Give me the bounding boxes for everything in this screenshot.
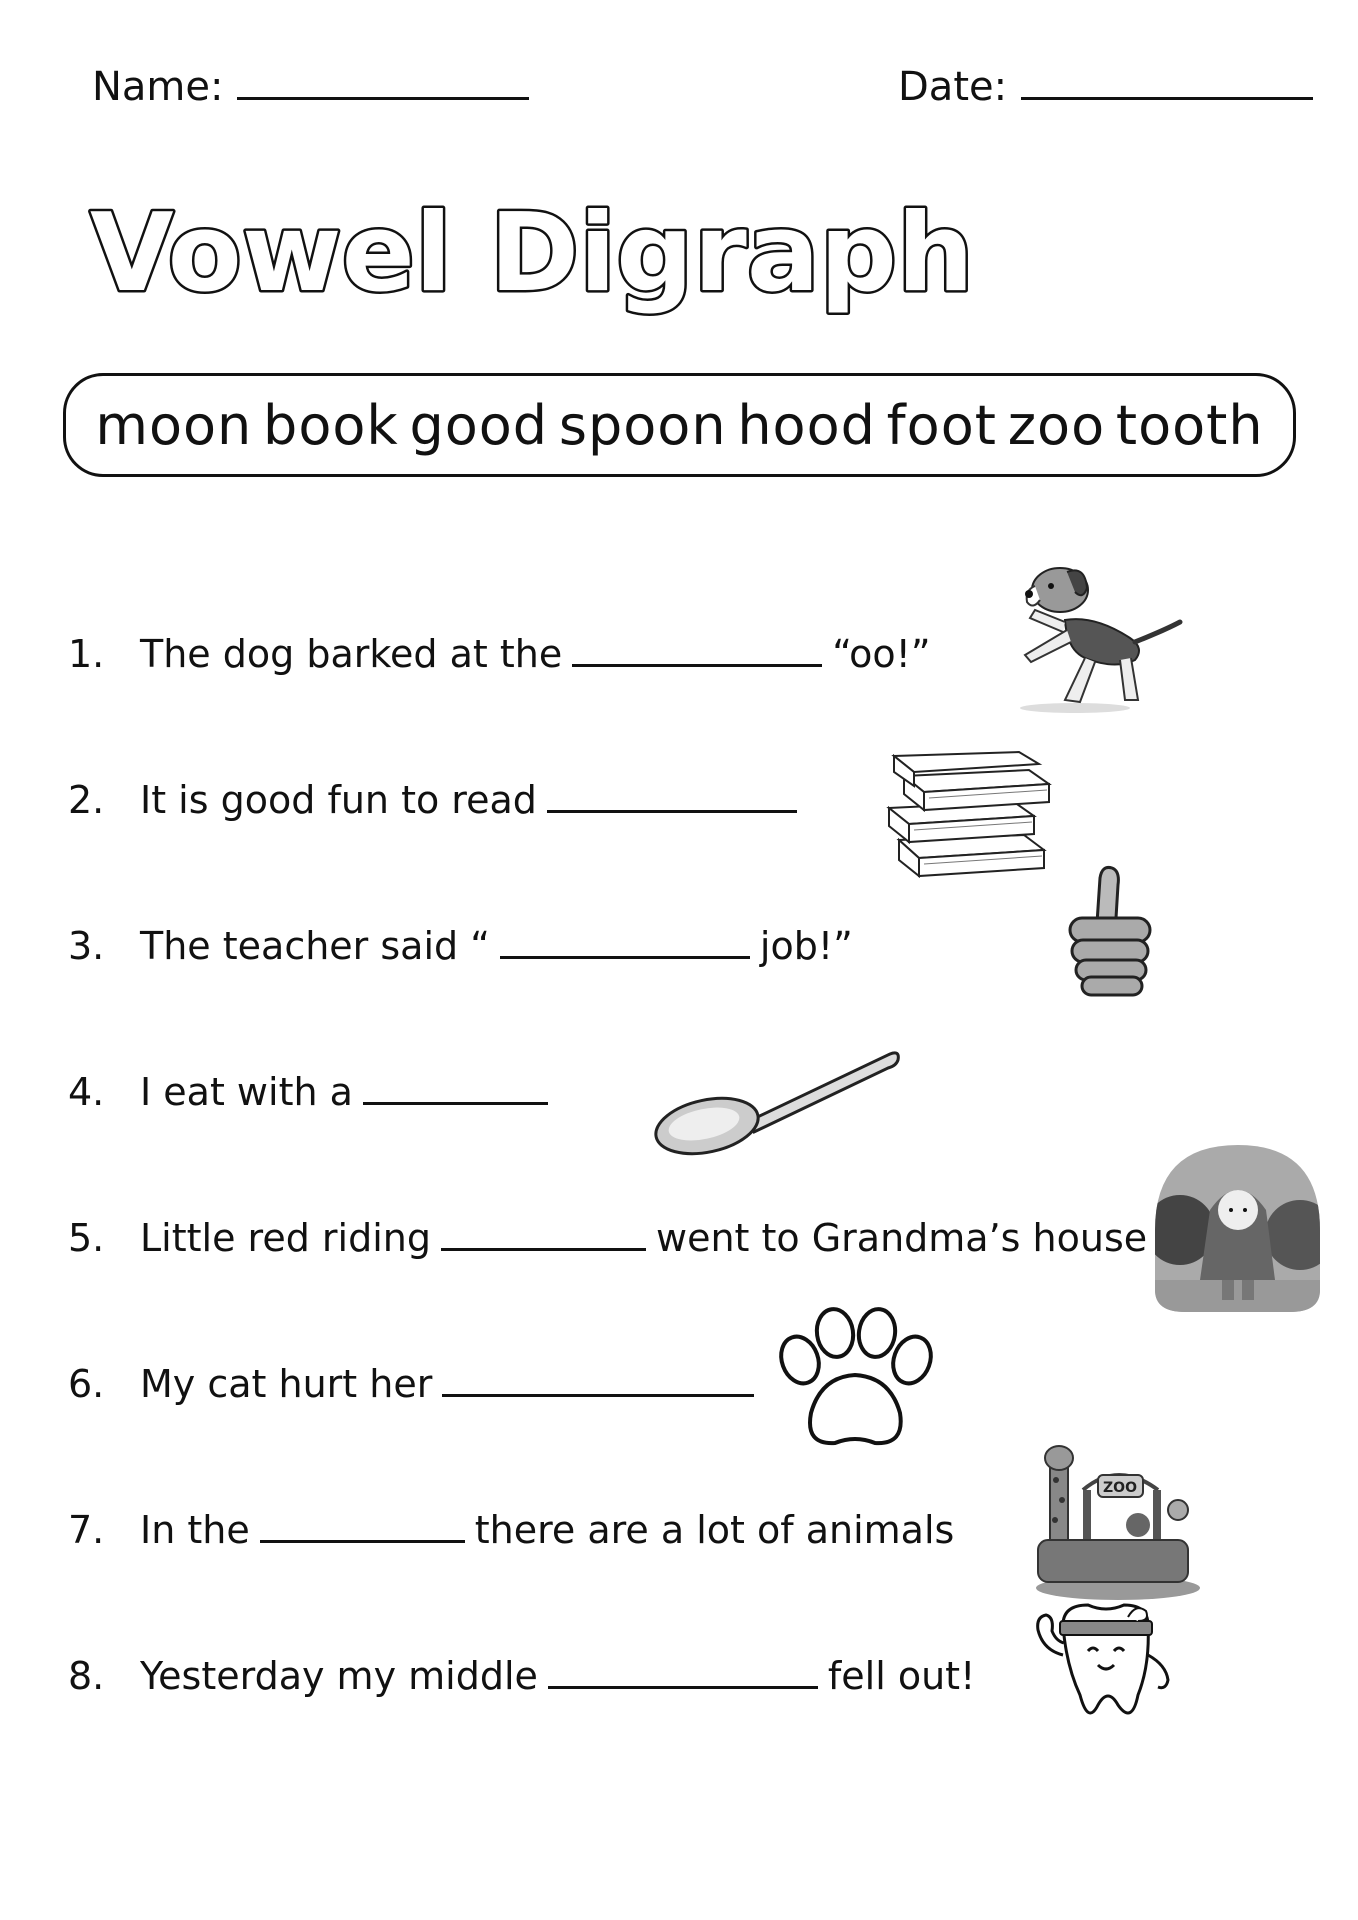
question-1 <box>68 632 931 676</box>
paw-icon <box>775 1305 935 1459</box>
answer-blank[interactable] <box>363 1101 548 1105</box>
question-2 <box>68 778 807 822</box>
title-text: Vowel Digraph <box>90 191 974 316</box>
question-text-before: It is good fun to read <box>140 778 537 822</box>
question-text-after: job!” <box>759 924 853 968</box>
word-bank-item: tooth <box>1115 393 1264 457</box>
question-text-before: Yesterday my middle <box>140 1654 538 1698</box>
question-number: 6. <box>68 1362 105 1406</box>
answer-blank[interactable] <box>442 1393 754 1397</box>
word-bank-item: hood <box>737 393 876 457</box>
name-field <box>92 64 529 110</box>
answer-blank[interactable] <box>548 1685 818 1689</box>
date-line[interactable] <box>1021 96 1313 100</box>
zoo-sign-text: ZOO <box>1103 1480 1137 1496</box>
answer-blank[interactable] <box>500 955 750 959</box>
worksheet-title <box>80 160 974 360</box>
question-number: 4. <box>68 1070 105 1114</box>
spoon-icon <box>652 1040 902 1159</box>
dog-icon <box>1005 560 1185 719</box>
question-4 <box>68 1070 558 1114</box>
question-number: 1. <box>68 632 105 676</box>
answer-blank[interactable] <box>572 663 822 667</box>
red-riding-hood-icon <box>1150 1140 1325 1319</box>
word-bank-item: good <box>409 393 549 457</box>
question-text-after: fell out! <box>827 1654 976 1698</box>
question-text-before: Little red riding <box>140 1216 431 1260</box>
date-label: Date: <box>898 64 1008 110</box>
question-6 <box>68 1362 764 1406</box>
question-number: 2. <box>68 778 105 822</box>
word-bank-item: spoon <box>558 393 727 457</box>
date-field <box>898 64 1313 110</box>
question-number: 8. <box>68 1654 105 1698</box>
question-text-after: there are a lot of animals <box>474 1508 955 1552</box>
question-8 <box>68 1654 975 1698</box>
question-text-after: went to Grandma’s house <box>655 1216 1148 1260</box>
question-5 <box>68 1216 1147 1260</box>
name-line[interactable] <box>237 96 529 100</box>
thumbs-up-icon <box>1062 863 1162 1002</box>
word-bank-item: foot <box>886 393 997 457</box>
question-text-before: I eat with a <box>140 1070 353 1114</box>
books-icon <box>884 750 1059 884</box>
tooth-icon <box>1018 1595 1193 1734</box>
question-text-before: The teacher said “ <box>140 924 490 968</box>
question-number: 5. <box>68 1216 105 1260</box>
question-number: 3. <box>68 924 105 968</box>
question-text-after: “oo!” <box>832 632 931 676</box>
question-number: 7. <box>68 1508 105 1552</box>
question-7 <box>68 1508 954 1552</box>
answer-blank[interactable] <box>547 809 797 813</box>
word-bank-item: zoo <box>1007 393 1106 457</box>
question-text-before: The dog barked at the <box>140 632 563 676</box>
question-text-before: In the <box>140 1508 250 1552</box>
word-bank-item: book <box>263 393 399 457</box>
zoo-icon <box>1028 1440 1203 1609</box>
answer-blank[interactable] <box>260 1539 465 1543</box>
answer-blank[interactable] <box>441 1247 646 1251</box>
name-label: Name: <box>92 64 224 110</box>
word-bank <box>63 373 1296 477</box>
question-3 <box>68 924 853 968</box>
word-bank-item: moon <box>95 393 253 457</box>
question-text-before: My cat hurt her <box>140 1362 433 1406</box>
